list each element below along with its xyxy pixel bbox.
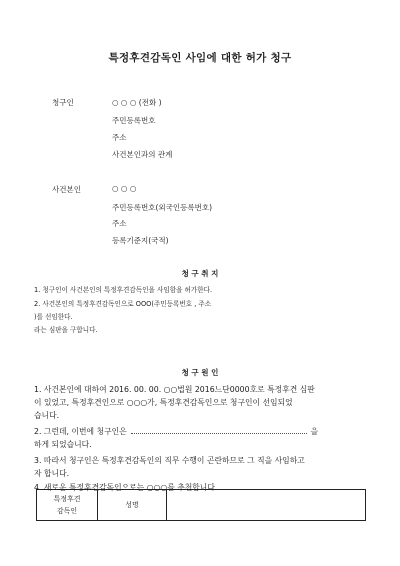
principal-label: 사건본인 bbox=[52, 185, 81, 194]
principal-name-line: ○ ○ ○ bbox=[112, 184, 137, 193]
claimant-name-line: ○ ○ ○ (전화 ) bbox=[112, 98, 162, 107]
principal-registry-field: 등록기준지(국적) bbox=[112, 236, 169, 245]
claimant-address-field: 주소 bbox=[112, 133, 127, 142]
purpose-line-2: 2. 사건본인의 특정후견감독인으로 OOO(주민등록번호 , 주소 bbox=[34, 300, 212, 308]
reason-line-2: 이 있었고, 특정후견인으로 ○○○가, 특정후견감독인으로 청구인이 선임되었 bbox=[34, 398, 293, 407]
reason-line-6: 3. 따라서 청구인은 특정후견감독인의 직무 수행이 곤란하므로 그 직을 사임하고 bbox=[34, 456, 305, 465]
purpose-line-1: 1. 청구인이 사건본인의 특정후견감독인을 사임함을 허가한다. bbox=[34, 286, 213, 294]
purpose-line-4: 라는 심판을 구합니다. bbox=[34, 326, 98, 334]
table-name-label-cell: 성명 bbox=[98, 490, 167, 521]
reason-line-7: 자 합니다. bbox=[34, 469, 70, 478]
reason-line-1: 1. 사건본인에 대하여 2016. 00. 00. ○○법원 2016느단0000호로 특정후견 심판 bbox=[34, 385, 315, 394]
blank-dotted-line bbox=[131, 427, 307, 434]
claimant-relation-field: 사건본인과의 관계 bbox=[112, 150, 173, 159]
document-title: 특정후견감독인 사임에 대한 허가 청구 bbox=[108, 52, 292, 64]
guardian-table bbox=[36, 489, 366, 521]
reason-line-4-text: 2. 그런데, 이번에 청구인은 bbox=[34, 427, 127, 436]
table-header-cell: 특정후견 감독인 bbox=[37, 490, 98, 521]
claimant-label: 청구인 bbox=[52, 98, 74, 107]
table-name-value-cell bbox=[167, 490, 366, 521]
principal-address-field: 주소 bbox=[112, 219, 127, 228]
reason-heading: 청 구 원 인 bbox=[181, 368, 219, 377]
reason-line-3: 습니다. bbox=[34, 411, 60, 420]
principal-id-field: 주민등록번호(외국인등록번호) bbox=[112, 203, 213, 212]
reason-line-5: 하게 되었습니다. bbox=[34, 440, 92, 449]
claimant-id-field: 주민등록번호 bbox=[112, 116, 156, 125]
purpose-heading: 청 구 취 지 bbox=[181, 269, 219, 278]
purpose-line-3: )를 선임한다. bbox=[34, 313, 73, 321]
reason-line-4 bbox=[34, 426, 318, 437]
reason-line-4-end: 을 bbox=[310, 427, 319, 436]
reason-line-8: 4. 새로운 특정후견감독인으로는 ○○○를 추천합니다. bbox=[34, 483, 218, 492]
